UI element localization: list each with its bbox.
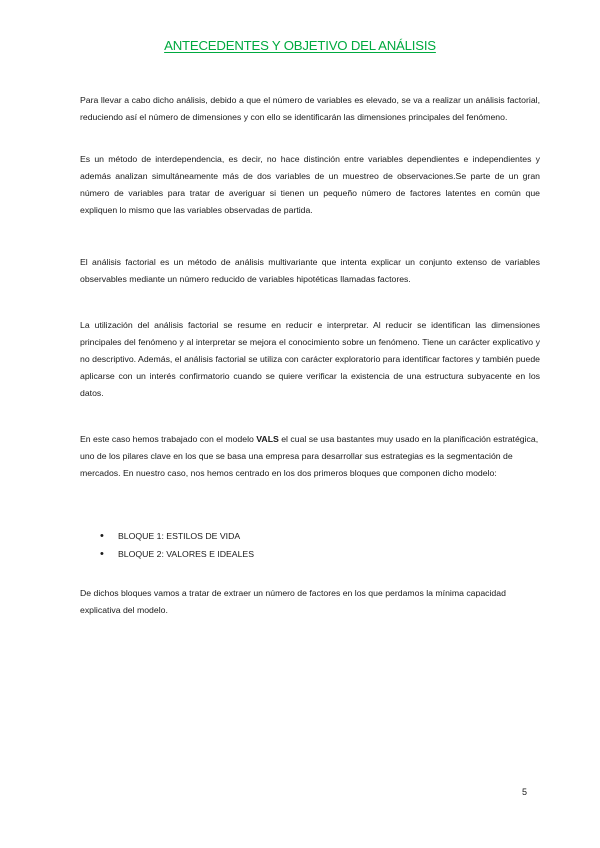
paragraph-2: Es un método de interdependencia, es decir, no hace distinción entre variables dependientes e independientes y además analizan simultáneamente más de dos variables de un muestreo de observaciones.Se parte de un gran número de variables para tratar de averiguar si tienen un pequeño número de factores latentes en común que expliquen lo mismo que las variables observadas de partida. — [80, 154, 540, 215]
bullet-item: • BLOQUE 2: VALORES E IDEALES — [100, 545, 254, 563]
page-title: ANTECEDENTES Y OBJETIVO DEL ANÁLISIS — [164, 38, 436, 53]
paragraph-5-text-a: En este caso hemos trabajado con el modelo — [80, 434, 257, 444]
bullet-list — [100, 527, 254, 563]
paragraph-1: Para llevar a cabo dicho análisis, debido a que el número de variables es elevado, se va a realizar un análisis factorial, reduciendo así el número de dimensiones y con ello se identificarán las dimensiones principales del fenómeno. — [80, 95, 540, 122]
paragraph-3: El análisis factorial es un método de análisis multivariante que intenta explicar un conjunto extenso de variables observables mediante un número reducido de variables hipotéticas llamadas factores. — [80, 257, 540, 284]
bullet-item: • BLOQUE 1: ESTILOS DE VIDA — [100, 527, 254, 545]
paragraph-6: De dichos bloques vamos a tratar de extraer un número de factores en los que perdamos la mínima capacidad explicativa del modelo. — [80, 588, 506, 615]
vals-model-name: VALS — [256, 434, 279, 444]
page-number: 5 — [522, 787, 528, 797]
paragraph-5 — [80, 431, 540, 482]
paragraph-4: La utilización del análisis factorial se resume en reducir e interpretar. Al reducir se identifican las dimensiones principales del fenómeno y al interpretar se mejora el conocimiento sobre un fenómeno. Tiene un carácter explicativo y no descriptivo. Además, el análisis factorial se utiliza con carácter exploratorio para identificar factores y también puede aplicarse con un interés confirmatorio cuando se quiere verificar la existencia de una estructura subyacente en los datos. — [80, 320, 540, 398]
paragraph-5-text-b: el cual se usa bastantes muy usado en la planificación estratégica, uno de los pilares clave en los que se basa una empresa para desarrollar sus estrategias es la segmentación de mercados. En nuestro caso, nos hemos centrado en los dos primeros bloques que componen dicho modelo: — [80, 434, 539, 478]
